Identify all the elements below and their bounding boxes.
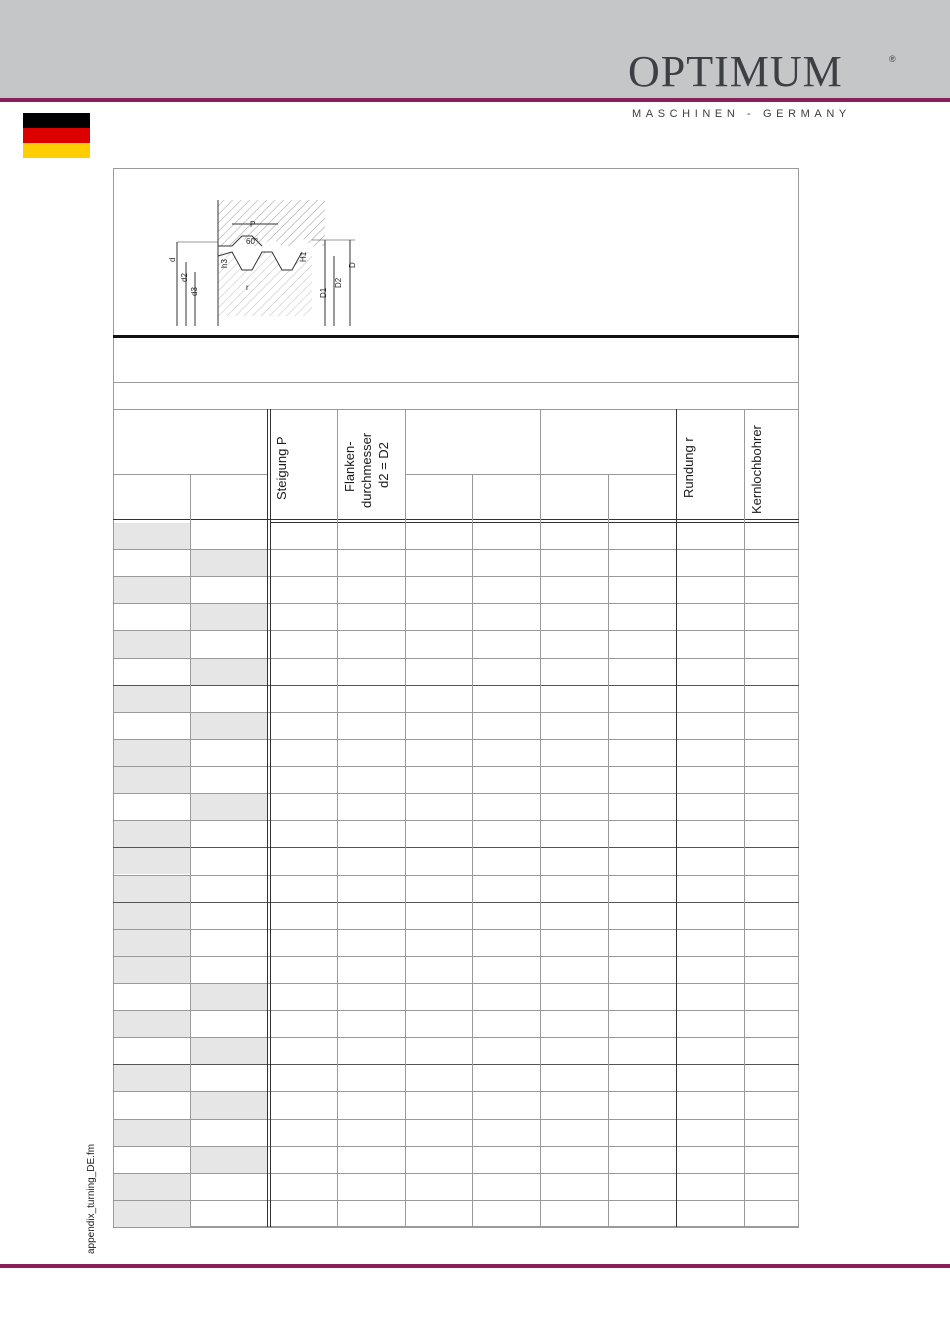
header-bottom-rule [113, 519, 799, 520]
table-row-rule [113, 1227, 799, 1228]
shaded-cell [191, 984, 267, 1010]
radius-label: r [246, 283, 249, 292]
table-row-rule [113, 929, 799, 930]
shaded-cell [114, 767, 190, 793]
table-row-rule [113, 1010, 799, 1011]
shaded-cell [191, 659, 267, 685]
section-divider [113, 335, 799, 338]
header-rundung: Rundung r [681, 437, 696, 498]
label-H1: H1 [299, 251, 308, 262]
shaded-cell [114, 577, 190, 603]
table-column-rule [676, 409, 677, 1227]
table-row-rule [113, 658, 799, 659]
section-rule [113, 382, 799, 383]
table-row-rule [113, 1037, 799, 1038]
shaded-cell [191, 1092, 267, 1118]
table-column-rule [337, 409, 338, 1227]
label-d: d [168, 257, 177, 262]
table-row-rule [113, 1200, 799, 1201]
shaded-cell [114, 1065, 190, 1091]
shaded-cell [114, 821, 190, 847]
table-row-rule [113, 847, 799, 848]
shaded-cell [114, 930, 190, 956]
brand-logo: OPTIMUM [628, 47, 843, 96]
brand-tagline: MASCHINEN - GERMANY [632, 108, 851, 120]
shaded-cell [191, 794, 267, 820]
table-column-rule [270, 409, 271, 1227]
table-row-rule [113, 956, 799, 957]
shaded-cell [191, 604, 267, 630]
shaded-cell [114, 876, 190, 902]
table-row-rule [113, 1091, 799, 1092]
angle-label: 60° [246, 237, 259, 246]
registered-mark: ® [889, 54, 896, 64]
table-row-rule [113, 685, 799, 686]
header-kernloch: Kernlochbohrer [749, 425, 764, 514]
footer-rule [0, 1264, 950, 1268]
label-h3: h3 [220, 259, 229, 268]
shaded-cell [114, 957, 190, 983]
german-flag-icon [23, 113, 90, 158]
table-row-rule [113, 766, 799, 767]
shaded-cell [114, 740, 190, 766]
shaded-cell [114, 686, 190, 712]
header-flanken-1: Flanken- [342, 441, 357, 492]
table-row-rule [113, 603, 799, 604]
table-row-rule [113, 576, 799, 577]
header-top-rule [113, 409, 799, 410]
header-bottom-rule-double [270, 522, 799, 523]
label-D2: D2 [334, 277, 343, 288]
thread-profile-diagram [160, 196, 360, 328]
pitch-label: P [250, 220, 256, 229]
table-row-rule [113, 793, 799, 794]
header-flanken-3: d2 = D2 [376, 442, 391, 488]
table-row-rule [113, 875, 799, 876]
header-flanken-2: durchmesser [359, 432, 374, 508]
table-row-rule [113, 739, 799, 740]
shaded-cell [114, 903, 190, 929]
table-row-rule [113, 1146, 799, 1147]
shaded-cell [114, 848, 190, 874]
shaded-cell [191, 1038, 267, 1064]
label-D: D [348, 262, 357, 268]
table-column-rule [472, 474, 473, 1227]
table-row-rule [113, 902, 799, 903]
label-d3: d3 [190, 287, 199, 296]
label-D1: D1 [319, 287, 328, 298]
header-rule [0, 98, 950, 102]
table-column-rule [190, 474, 191, 1227]
table-row-rule [113, 1064, 799, 1065]
table-row-rule [113, 712, 799, 713]
header-steigung: Steigung P [274, 436, 289, 500]
shaded-cell [114, 1011, 190, 1037]
table-row-rule [113, 549, 799, 550]
table-row-rule [113, 630, 799, 631]
table-row-rule [113, 820, 799, 821]
shaded-cell [114, 1120, 190, 1146]
table-row-rule [113, 983, 799, 984]
table-row-rule [113, 1173, 799, 1174]
table-column-rule [608, 474, 609, 1227]
shaded-cell [191, 550, 267, 576]
shaded-cell [114, 1174, 190, 1200]
shaded-cell [114, 523, 190, 549]
shaded-cell [191, 713, 267, 739]
table-column-rule [744, 409, 745, 1227]
shaded-cell [114, 1201, 190, 1227]
file-name-label: appendix_turning_DE.fm [86, 1143, 97, 1254]
table-column-rule [405, 409, 406, 1227]
table-column-rule [267, 409, 268, 1227]
shaded-cell [114, 631, 190, 657]
label-d2: d2 [180, 273, 189, 282]
table-row-rule [113, 1119, 799, 1120]
table-column-rule [540, 409, 541, 1227]
shaded-cell [191, 1147, 267, 1173]
